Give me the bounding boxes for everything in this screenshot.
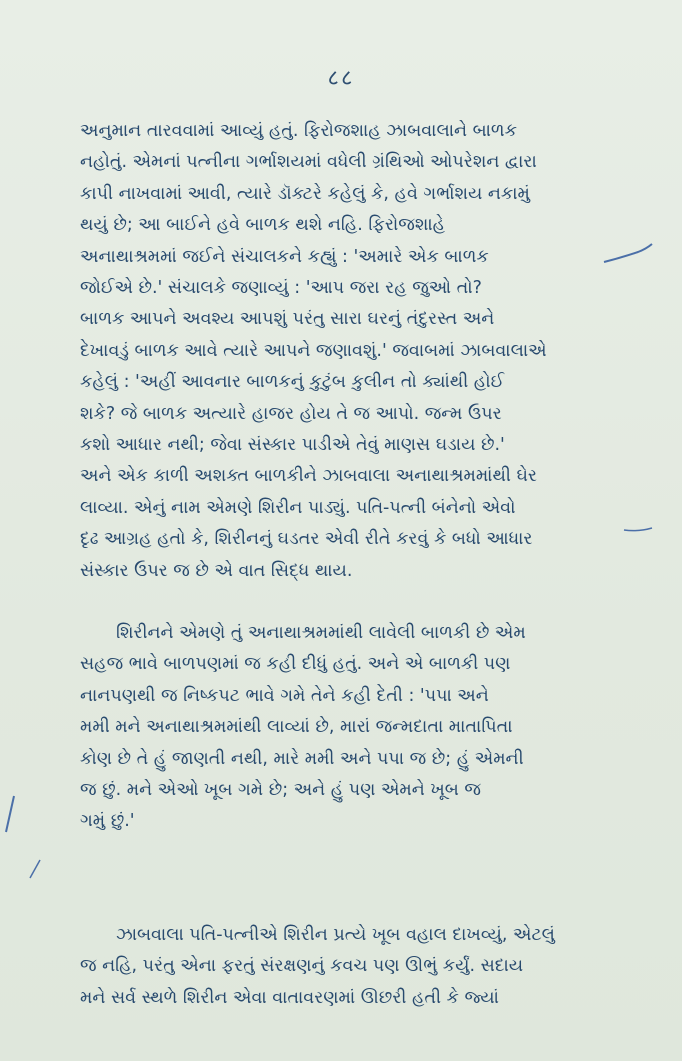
text-line: જ છું. મને એઓ ખૂબ ગમે છે; અને હું પણ એમને ખૂબ જ: [80, 780, 481, 801]
text-line: શિરીનને એમણે તું અનાથાશ્રમમાંથી લાવેલી બાળકી છે એમ: [116, 623, 526, 643]
text-line: દેખાવડું બાળક આવે ત્યારે આપને જણાવશું.' જવાબમાં ઝાબવાલાએ: [80, 340, 547, 361]
text-line: દૃઢ આગ્રહ હતો કે, શિરીનનું ઘડતર એવી રીતે કરવું કે બધો આધાર: [80, 529, 533, 550]
text-line: બાળક આપને અવશ્ય આપશું પરંતુ સારા ઘરનું તંદુરસ્ત અને: [80, 309, 495, 330]
text-line: સહજ ભાવે બાળપણમાં જ કહી દીધું હતું. અને એ બાળકી પણ: [80, 654, 511, 675]
pencil-bracket-mark: [618, 520, 658, 550]
text-line: લાવ્યા. એનું નામ એમણે શિરીન પાડ્યું. પતિ-પત્ની બંનેનો એવો: [80, 497, 516, 518]
text-line: અનાથાશ્રમમાં જઈને સંચાલકને કહ્યું : 'અમારે એક બાળક: [80, 246, 489, 267]
text-line: મમી મને અનાથાશ્રમમાંથી લાવ્યાં છે, મારાં જન્મદાતા માતાપિતા: [80, 717, 513, 738]
text-line: ગમું છું.': [80, 811, 135, 832]
text-line: અને એક કાળી અશક્ત બાળકીને ઝાબવાલા અનાથાશ્રમમાંથી ઘેર: [80, 466, 537, 487]
pencil-slash-mark: [0, 790, 50, 880]
text-line: સંસ્કાર ઉપર જ છે એ વાત સિદ્ધ થાય.: [80, 560, 353, 581]
paragraph-1: [80, 116, 620, 587]
text-line: ઝાબવાલા પતિ-પત્નીએ શિરીન પ્રત્યે ખૂબ વહાલ દાખવ્યું, એટલું: [116, 925, 555, 945]
paragraph-3: [80, 920, 620, 1014]
text-line: મને સર્વ સ્થળે શિરીન એવા વાતાવરણમાં ઊછરી હતી કે જ્યાં: [80, 987, 499, 1008]
text-line: જ નહિ, પરંતુ એના ફરતું સંરક્ષણનું કવચ પણ ઊભું કર્યું. સદાય: [80, 956, 524, 977]
text-line: કોણ છે તે હું જાણતી નથી, મારે મમી અને પપા જ છે; હું એમની: [80, 748, 524, 769]
text-line: જોઈએ છે.' સંચાલકે જણાવ્યું : 'આપ જરા રહ જુઓ તો?: [80, 278, 482, 299]
text-line: થયું છે; આ બાઈને હવે બાળક થશે નહિ. ફિરોજશાહે: [80, 215, 446, 236]
text-line: અનુમાન તારવવામાં આવ્યું હતું. ફિરોજશાહ ઝાબવાલાને બાળક: [80, 121, 517, 141]
text-line: નાનપણથી જ નિષ્કપટ ભાવે ગમે તેને કહી દેતી : 'પપા અને: [80, 685, 489, 706]
pencil-tick-mark: [600, 240, 660, 280]
text-line: કાપી નાખવામાં આવી, ત્યારે ડૉક્ટરે કહેલું કે, હવે ગર્ભાશય નકામું: [80, 183, 530, 204]
text-line: શકે? જે બાળક અત્યારે હાજર હોય તે જ આપો. જન્મ ઉપર: [80, 403, 502, 424]
text-line: નહોતું. એમનાં પત્નીના ગર્ભાશયમાં વધેલી ગ્રંથિઓ ઓપરેશન દ્વારા: [80, 152, 537, 173]
paragraph-2: [80, 618, 620, 838]
page-number: ८८: [327, 66, 355, 91]
text-line: કશો આધાર નથી; જેવા સંસ્કાર પાડીએ તેવું માણસ ઘડાય છે.': [80, 435, 505, 456]
text-line: કહેલું : 'અહીં આવનાર બાળકનું કુટુંબ કુલીન તો ક્યાંથી હોઈ: [80, 372, 505, 393]
